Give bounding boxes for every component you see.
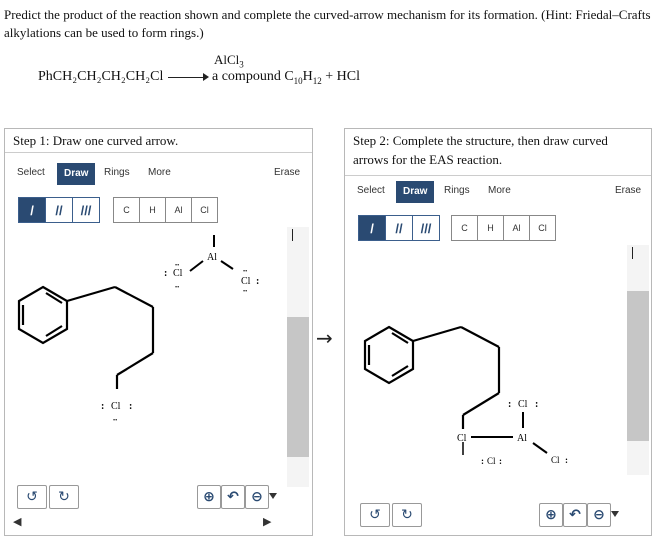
lone-pair-dots: :	[129, 401, 133, 412]
zoom-dropdown-caret[interactable]	[611, 511, 619, 517]
lone-pair-dots: :	[256, 276, 260, 287]
scroll-top-marker	[292, 229, 293, 241]
alkyl-chain[interactable]	[67, 287, 153, 389]
lone-pair-dots: :	[101, 401, 105, 412]
step2-panel	[344, 128, 652, 536]
lone-pair-dots: ••	[175, 285, 180, 291]
single-bond-button[interactable]: /	[359, 216, 386, 240]
chain-chlorine[interactable]	[101, 401, 132, 424]
select-tab[interactable]: Select	[17, 167, 45, 178]
zoom-out-button[interactable]: ⊖	[587, 503, 611, 527]
bond-tools	[358, 215, 440, 241]
atom-cl-button[interactable]: Cl	[200, 205, 209, 215]
single-bond-button[interactable]: /	[19, 198, 46, 222]
lone-pair-dots: :	[164, 268, 168, 279]
al-atom-label: Al	[207, 252, 217, 263]
alcl3-fragment[interactable]	[164, 235, 259, 295]
atom-tools	[451, 215, 556, 241]
cl-top-label: Cl	[518, 399, 528, 410]
step2-toolbar	[345, 181, 651, 203]
benzene-ring[interactable]	[19, 287, 67, 343]
benzene-ring[interactable]	[365, 327, 413, 383]
cl-right-label: Cl	[551, 455, 560, 465]
zoom-dropdown-caret[interactable]	[269, 493, 277, 499]
lone-pair-dots: :	[535, 399, 539, 410]
atom-c-button[interactable]: C	[452, 216, 478, 240]
reagent-label: AlCl$_3$	[214, 52, 244, 70]
question-text: Predict the product of the reaction shown and complete the curved-arrow mechanism for its formation. (Hint: Friedal–Crafts alkylations can be used to form rings.)	[4, 7, 651, 40]
atom-al-button[interactable]: Al	[504, 216, 530, 240]
step2-tool-row	[358, 215, 558, 241]
step1-canvas[interactable]	[5, 227, 285, 477]
undo-button[interactable]: ↺	[17, 485, 47, 509]
atom-tools	[113, 197, 218, 223]
draw-tab[interactable]: Draw	[57, 163, 95, 185]
atom-cl-button[interactable]: Cl	[538, 223, 547, 233]
scrollbar-thumb[interactable]	[287, 317, 309, 457]
cl-chain-label: Cl	[111, 401, 121, 412]
redo-button[interactable]: ↻	[392, 503, 422, 527]
lone-pair-dots: :	[508, 399, 512, 410]
step1-title: Step 1: Draw one curved arrow.	[5, 129, 312, 153]
double-bond-button[interactable]: //	[46, 198, 73, 222]
more-tab[interactable]: More	[148, 167, 171, 178]
zoom-out-button[interactable]: ⊖	[245, 485, 269, 509]
bond-tools	[18, 197, 100, 223]
undo-button[interactable]: ↺	[360, 503, 390, 527]
select-tab[interactable]: Select	[357, 185, 385, 196]
zoom-in-button[interactable]: ⊕	[539, 503, 563, 527]
reaction-arrow	[168, 77, 206, 78]
zoom-reset-button[interactable]: ↶	[563, 503, 587, 527]
triple-bond-button[interactable]: ///	[420, 220, 432, 236]
rings-tab[interactable]: Rings	[444, 185, 470, 196]
cl-bottom-label: Cl	[487, 456, 496, 466]
step-arrow-icon: →	[316, 326, 333, 350]
cl-right-label: Cl	[241, 276, 251, 287]
alkyl-chain[interactable]	[413, 327, 499, 429]
scroll-left-arrow-icon[interactable]: ◀	[13, 515, 22, 528]
cl-left-label: Cl	[173, 268, 183, 279]
redo-button[interactable]: ↻	[49, 485, 79, 509]
more-tab[interactable]: More	[488, 185, 511, 196]
step1-toolbar	[5, 163, 312, 185]
erase-button[interactable]: Erase	[615, 185, 642, 196]
lone-pair-dots: :	[481, 456, 484, 466]
draw-tab[interactable]: Draw	[396, 181, 434, 203]
zoom-reset-button[interactable]: ↶	[221, 485, 245, 509]
step1-panel	[4, 128, 313, 536]
product-formula: a compound $C_{10}H_{12}$ + HCl	[212, 69, 361, 86]
lone-pair-dots: ••	[243, 289, 248, 295]
scroll-top-marker	[632, 247, 633, 259]
double-bond-button[interactable]: //	[386, 216, 413, 240]
step1-tool-row	[18, 197, 218, 223]
reaction-equation	[38, 52, 368, 92]
rings-tab[interactable]: Rings	[104, 167, 130, 178]
erase-button[interactable]: Erase	[274, 167, 301, 178]
al-atom-label: Al	[517, 433, 527, 444]
lone-pair-dots: ••	[175, 263, 180, 269]
zoom-in-button[interactable]: ⊕	[197, 485, 221, 509]
cl-left-label: Cl	[457, 433, 467, 444]
triple-bond-button[interactable]: ///	[80, 202, 92, 218]
atom-h-button[interactable]: H	[140, 198, 166, 222]
scroll-right-arrow-icon[interactable]: ▶	[263, 515, 272, 528]
atom-h-button[interactable]: H	[478, 216, 504, 240]
scrollbar-thumb[interactable]	[627, 291, 649, 441]
atom-al-button[interactable]: Al	[166, 198, 192, 222]
lone-pair-dots: :	[499, 456, 502, 466]
reactant-formula: PhCH₂CH₂CH₂CH₂Cl	[38, 69, 164, 84]
step2-title: Step 2: Complete the structure, then draw curved arrows for the EAS reaction.	[345, 129, 651, 176]
lone-pair-dots: :	[565, 455, 568, 465]
step2-canvas[interactable]	[345, 245, 625, 485]
atom-c-button[interactable]: C	[114, 198, 140, 222]
lone-pair-dots: ••	[243, 269, 248, 275]
reaction-arrow-head	[203, 73, 209, 81]
lone-pair-dots: ••	[113, 418, 118, 424]
